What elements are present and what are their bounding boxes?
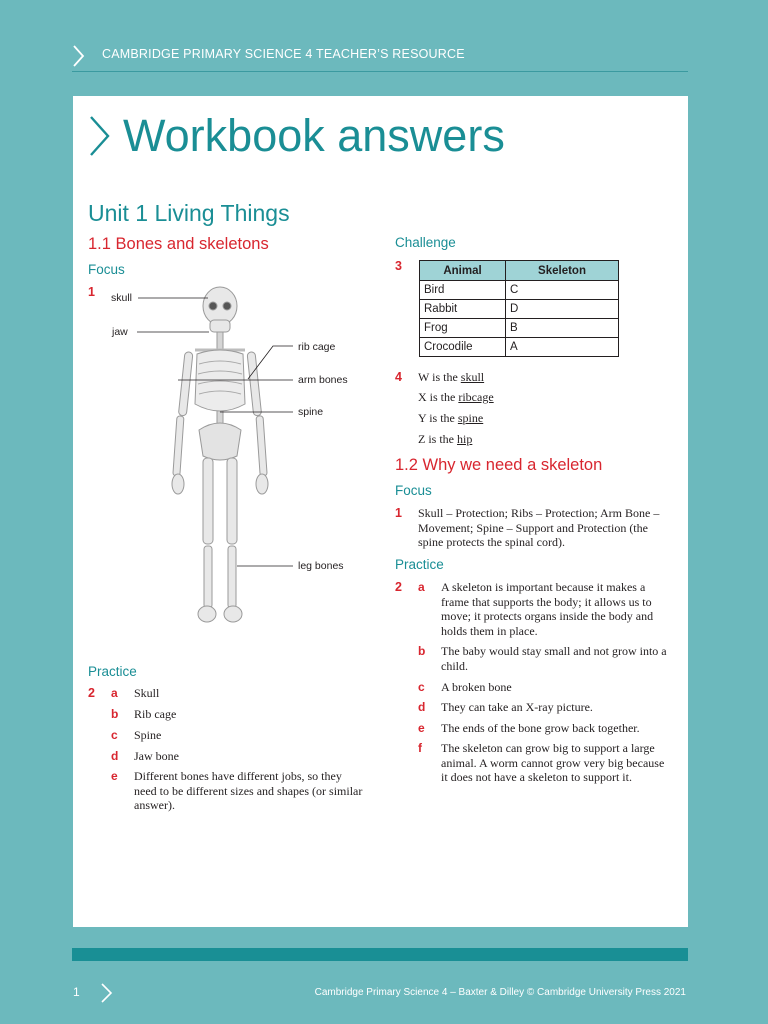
challenge-label: Challenge [395, 235, 456, 250]
table-header-row [420, 261, 619, 281]
table-header: Animal [420, 261, 506, 281]
answer-underlined: ribcage [458, 390, 494, 404]
table-cell: Bird [420, 281, 506, 300]
table-cell: C [506, 281, 619, 300]
unit-title: Unit 1 Living Things [88, 200, 290, 226]
answer-prefix: Y is the [418, 411, 458, 425]
answer-text: Skull [134, 686, 160, 700]
label-rib-cage: rib cage [298, 341, 336, 353]
page-title: Workbook answers [123, 110, 505, 161]
answer-text: A broken bone [441, 680, 512, 694]
table-row [420, 300, 619, 319]
answer-letter: a [111, 686, 118, 700]
answer-text: Spine [134, 728, 162, 742]
answer-prefix: X is the [418, 390, 459, 404]
section-title: 1.2 Why we need a skeleton [395, 456, 603, 474]
practice-label: Practice [88, 664, 137, 679]
table-row [420, 319, 619, 338]
label-skull: skull [111, 292, 133, 304]
table-cell: Frog [420, 319, 506, 338]
top-header [72, 44, 688, 72]
answer-text: They can take an X-ray picture. [441, 700, 593, 714]
practice-label: Practice [395, 557, 444, 572]
table-cell: D [506, 300, 619, 319]
answer-underlined: hip [457, 432, 473, 446]
focus-label: Focus [88, 262, 125, 277]
table-cell: Rabbit [420, 300, 506, 319]
chevron-right-icon [87, 114, 113, 158]
table-row [420, 338, 619, 357]
answer-text: The ends of the bone grow back together. [441, 721, 640, 735]
answer-text: Jaw bone [134, 749, 179, 763]
answer-text: Rib cage [134, 707, 177, 721]
focus-label: Focus [395, 483, 432, 498]
answer-text: A skeleton is important because it makes a frame that supports the body; it allows us to move; it protects organs inside the body and holds them in place. [441, 580, 654, 638]
answer-text: The skeleton can grow big to support a large animal. A worm cannot grow very big because it does not have a skeleton to support it. [441, 741, 665, 784]
answer-line [418, 390, 494, 405]
answer-prefix: Z is the [418, 432, 457, 446]
answer-letter: d [418, 700, 426, 714]
answer-underlined: skull [460, 370, 485, 384]
header-title: CAMBRIDGE PRIMARY SCIENCE 4 TEACHER’S RESOURCE [102, 47, 465, 61]
answer-underlined: spine [457, 411, 484, 425]
question-number: 2 [88, 686, 95, 700]
question-number: 3 [395, 259, 402, 273]
answer-line [418, 432, 472, 447]
chevron-right-icon [72, 44, 86, 68]
chevron-right-icon [100, 982, 114, 1004]
footer-credit: Cambridge Primary Science 4 – Baxter & Dilley © Cambridge University Press 2021 [314, 987, 686, 998]
question-number: 1 [395, 506, 402, 520]
label-leg-bones: leg bones [298, 560, 344, 572]
answer-letter: a [418, 580, 425, 594]
answer-letter: e [111, 769, 118, 783]
answer-letter: b [111, 707, 119, 721]
answer-letter: c [418, 680, 425, 694]
answer-letter: b [418, 644, 426, 658]
answer-line [418, 411, 483, 426]
answer-text: Different bones have different jobs, so they need to be different sizes and shapes (or similar answer). [134, 769, 363, 812]
label-arm-bones: arm bones [298, 374, 348, 386]
answer-prefix: W is the [418, 370, 461, 384]
table-row [420, 281, 619, 300]
answer-letter: c [111, 728, 118, 742]
skeleton-illustration [165, 286, 275, 626]
table-cell: A [506, 338, 619, 357]
animal-skeleton-table [419, 260, 619, 357]
answer-letter: d [111, 749, 119, 763]
question-number: 1 [88, 285, 95, 299]
answer-letter: e [418, 721, 425, 735]
page-content [73, 96, 688, 927]
answer-line [418, 370, 484, 385]
answer-text: The baby would stay small and not grow into a child. [441, 644, 667, 673]
table-cell: Crocodile [420, 338, 506, 357]
table-header: Skeleton [506, 261, 619, 281]
question-number: 2 [395, 580, 402, 594]
answer-text: Skull – Protection; Ribs – Protection; Arm Bone – Movement; Spine – Support and Protection (the spine protects the spinal cord). [418, 506, 660, 549]
label-spine: spine [298, 406, 324, 418]
label-jaw: jaw [112, 326, 128, 338]
footer-bar [72, 948, 688, 961]
answer-letter: f [418, 741, 422, 755]
question-number: 4 [395, 370, 402, 384]
section-title: 1.1 Bones and skeletons [88, 235, 269, 253]
table-cell: B [506, 319, 619, 338]
page-number: 1 [73, 985, 80, 999]
